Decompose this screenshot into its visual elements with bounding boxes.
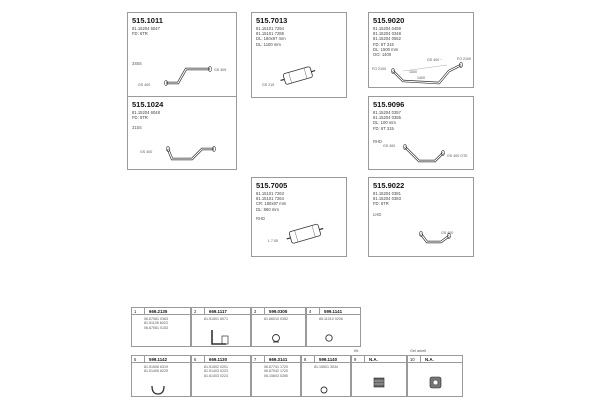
exhaust-pipe-drawing bbox=[369, 97, 475, 171]
u-bolt-icon bbox=[132, 356, 192, 398]
part-code: 515.7005 bbox=[256, 181, 288, 190]
accessory-cell-5 bbox=[131, 355, 191, 397]
item-code: 669.3141 bbox=[269, 357, 288, 362]
spec-line: DL: 180x97 mm bbox=[256, 36, 286, 42]
callout-label: GS 215 bbox=[262, 83, 275, 87]
callout-label: GS 400 ~ bbox=[427, 58, 443, 62]
callout-label: GS 409 bbox=[214, 68, 227, 72]
accessory-cell-4 bbox=[306, 307, 361, 347]
item-number: 6 bbox=[194, 357, 197, 362]
accessory-cell-6 bbox=[191, 355, 251, 397]
item-number: 9 bbox=[354, 357, 357, 362]
callout-label: L 7.05 bbox=[268, 239, 278, 243]
item-number: 2 bbox=[194, 309, 197, 314]
callout-label: GS 400 bbox=[138, 83, 151, 87]
divider bbox=[192, 362, 250, 363]
spec-line: DL: 100 mm bbox=[373, 120, 396, 126]
exhaust-pipe-drawing bbox=[369, 178, 475, 258]
item-code: 599.1142 bbox=[149, 357, 168, 362]
accessory-cell-8 bbox=[301, 355, 351, 397]
clamp-icon bbox=[307, 308, 362, 348]
item-number: 1 bbox=[134, 309, 137, 314]
spec-line: OO: 1400 bbox=[373, 52, 392, 58]
callout-label: GS 400 GTE bbox=[447, 154, 468, 158]
spec-line: FD: 6TR bbox=[132, 31, 148, 37]
spec-line: CR: 180x97 mm bbox=[256, 201, 287, 207]
item-refs bbox=[204, 365, 228, 378]
item-code: N.A. bbox=[425, 357, 434, 362]
ref-line: 81.51506 6319 bbox=[144, 365, 168, 369]
item-code: 669.1130 bbox=[209, 357, 228, 362]
cell-caption: Gel arkelt bbox=[410, 349, 427, 353]
callout-label: GS 400 bbox=[383, 144, 396, 148]
ref-line: 81.51406 6229 bbox=[144, 369, 168, 374]
muffler-drawing bbox=[252, 13, 348, 99]
ref-line: 06.67741 1720 bbox=[264, 365, 288, 369]
spec-line: FD: 6TR bbox=[373, 201, 389, 207]
divider bbox=[132, 314, 190, 315]
part-panel-515-7005 bbox=[251, 177, 347, 257]
part-code: 515.9096 bbox=[373, 100, 405, 109]
variant-note: 345S bbox=[132, 61, 142, 66]
part-panel-515-9020 bbox=[368, 12, 474, 88]
accessory-cell-2 bbox=[191, 307, 251, 347]
callout-label: 1500 bbox=[409, 70, 417, 74]
spec-line: 81.15204 0552 bbox=[373, 36, 401, 42]
accessory-cell-1 bbox=[131, 307, 191, 347]
item-code: 669.1117 bbox=[209, 309, 227, 314]
spec-line: FD: 6T 315 bbox=[373, 41, 394, 47]
ref-line: 81.51105 6023 bbox=[144, 321, 168, 326]
accessory-cell-3 bbox=[251, 307, 306, 347]
spec-line: FD: 6T 315 bbox=[373, 125, 394, 131]
bracket-icon bbox=[192, 308, 252, 348]
spec-line: 81.15101 7294 bbox=[256, 26, 284, 31]
spec-line: 81.15101 7286 bbox=[256, 31, 284, 37]
clamp-icon bbox=[252, 308, 307, 348]
part-code: 515.9022 bbox=[373, 181, 405, 190]
spec-line: 81.15204 0348 bbox=[373, 31, 401, 37]
item-code: 599.1141 bbox=[324, 309, 343, 314]
item-code: 599.0305 bbox=[269, 309, 288, 314]
item-code: 669.2135 bbox=[149, 309, 168, 314]
item-number: 5 bbox=[134, 357, 137, 362]
part-panel-515-9096 bbox=[368, 96, 474, 170]
accessory-cell-10 bbox=[407, 355, 463, 397]
spec-line: 81.15204 0357 bbox=[373, 110, 401, 115]
clamp-icon bbox=[302, 356, 352, 398]
part-panel-515-7013 bbox=[251, 12, 347, 98]
spec-line: 81.15204 6048 bbox=[132, 110, 160, 115]
spec-line: 81.15204 6047 bbox=[132, 26, 160, 31]
item-number: 8 bbox=[304, 357, 307, 362]
ref-line: 81.66010 0352 bbox=[264, 317, 288, 321]
ref-line: 85.11010 0206 bbox=[319, 317, 343, 321]
mounting-kit-icon bbox=[352, 356, 408, 398]
spec-line: FD: 6TR bbox=[132, 115, 148, 121]
spec-line: 81.15204 0355 bbox=[373, 115, 401, 121]
ref-line: 06.67081 0363 bbox=[144, 317, 168, 321]
spec-line: DL: 1500 mm bbox=[373, 46, 399, 52]
spec-line: 81.15101 7264 bbox=[256, 196, 284, 202]
item-code: N.A. bbox=[369, 357, 378, 362]
spec-line: DL: 860 mm bbox=[256, 206, 279, 212]
variant-note: RHD bbox=[256, 216, 266, 221]
callout-label: 1400 bbox=[417, 76, 425, 80]
exhaust-pipe-drawing bbox=[128, 97, 238, 171]
callout-label: GS 400 bbox=[140, 150, 153, 154]
ref-line: 81.51403 0223 bbox=[204, 369, 228, 374]
ref-line: 06.15603 0280 bbox=[264, 373, 288, 378]
ref-line: 06.67081 0153 bbox=[144, 325, 168, 330]
item-number: 7 bbox=[254, 357, 257, 362]
ref-line: 06.67042 1720 bbox=[264, 369, 288, 374]
item-number: 4 bbox=[309, 309, 312, 314]
callout-label: FO 2100 bbox=[372, 67, 386, 71]
accessory-cell-9 bbox=[351, 355, 407, 397]
ref-line: 81.51501 6071 bbox=[204, 317, 228, 321]
spec-line: 81.15204 0381 bbox=[373, 191, 401, 196]
exhaust-pipe-drawing bbox=[128, 13, 238, 99]
muffler-drawing bbox=[252, 178, 348, 258]
part-panel-515-1011 bbox=[127, 12, 237, 98]
part-panel-515-1024 bbox=[127, 96, 237, 170]
part-code: 515.7013 bbox=[256, 16, 288, 25]
variant-note: RHD bbox=[373, 139, 383, 144]
divider bbox=[252, 362, 300, 363]
callout-label: FO 2100 bbox=[457, 57, 471, 61]
item-refs bbox=[264, 365, 288, 378]
spec-line: 81.15204 0459 bbox=[373, 26, 401, 31]
variant-note: 315S bbox=[132, 125, 142, 130]
spec-line: 81.15101 7263 bbox=[256, 191, 284, 196]
ref-line: 81.51502 0201 bbox=[204, 365, 228, 369]
part-code: 515.1011 bbox=[132, 16, 163, 25]
rubber-mount-icon bbox=[408, 356, 464, 398]
item-code: 599.1140 bbox=[319, 357, 338, 362]
item-refs bbox=[144, 317, 168, 330]
cell-caption: Kit bbox=[354, 349, 359, 353]
spec-line: DL: 1100 mm bbox=[256, 41, 281, 47]
variant-note: LHD bbox=[373, 212, 382, 217]
callout-label: GS 400 bbox=[441, 231, 454, 235]
spec-line: 81.15204 0383 bbox=[373, 196, 401, 202]
part-code: 515.1024 bbox=[132, 100, 164, 109]
accessory-cell-7 bbox=[251, 355, 301, 397]
ref-line: 81.61403 0223 bbox=[204, 373, 228, 378]
item-number: 10 bbox=[410, 357, 415, 362]
part-code: 515.9020 bbox=[373, 16, 405, 25]
exhaust-pipe-drawing bbox=[369, 13, 475, 89]
part-panel-515-9022 bbox=[368, 177, 474, 257]
ref-line: 81.15501 3034 bbox=[314, 365, 338, 369]
item-number: 3 bbox=[254, 309, 257, 314]
